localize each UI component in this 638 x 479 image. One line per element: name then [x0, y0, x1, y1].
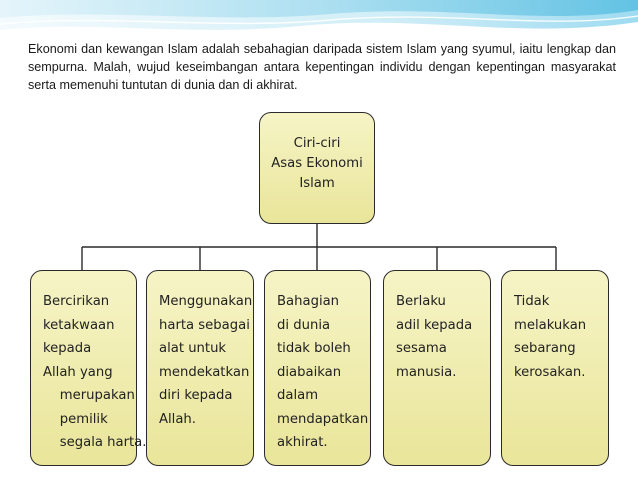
child-node-line: kepada: [43, 341, 92, 356]
root-node-line: Ciri-ciri: [293, 136, 341, 151]
child-node-line: di dunia: [277, 317, 331, 333]
child-node-line: diabaikan: [277, 364, 342, 380]
child-node-line: adil kepada: [396, 317, 473, 333]
child-node-box-4: [383, 270, 491, 466]
child-node-box-1: [30, 270, 147, 466]
child-node-line: sesama: [396, 341, 447, 356]
root-node-line: Islam: [299, 176, 335, 191]
child-node-line: tidak boleh: [277, 341, 351, 356]
child-node-line: Bahagian: [277, 294, 340, 309]
child-node-line: alat untuk: [159, 341, 227, 356]
child-node-box-3: [264, 270, 371, 466]
child-node-line: ketakwaan: [43, 317, 115, 333]
child-node-line: Menggunakan: [159, 294, 253, 309]
child-node-line: Tidak: [514, 294, 550, 309]
child-node-line: harta sebagai: [159, 317, 250, 333]
child-node-line: Allah.: [159, 411, 196, 427]
root-node-box: [259, 112, 375, 224]
child-node-box-2: [146, 270, 254, 466]
child-node-line: Bercirikan: [43, 294, 110, 309]
child-node-line: mendekatkan: [159, 364, 250, 380]
child-node-line: merupakan: [43, 388, 135, 403]
child-node-line: Berlaku: [396, 294, 446, 309]
child-node-line: akhirat.: [277, 435, 328, 450]
child-node-line: sebarang: [514, 341, 576, 356]
child-node-line: pemilik: [43, 411, 108, 427]
child-node-line: Allah yang: [43, 364, 113, 380]
child-node-line: melakukan: [514, 317, 587, 333]
child-node-line: diri kepada: [159, 388, 233, 403]
child-node-line: dalam: [277, 388, 319, 403]
child-node-line: kerosakan.: [514, 364, 586, 380]
child-node-line: manusia.: [396, 364, 457, 380]
child-node-line: segala harta.: [43, 435, 147, 450]
child-node-box-5: [501, 270, 609, 466]
intro-paragraph: Ekonomi dan kewangan Islam adalah sebahagian daripada sistem Islam yang syumul, iaitu lengkap dan sempurna. Malah, wujud keseimbangan antara kepentingan individu dengan kepentingan masyarakat serta memenuhi tuntutan di dunia dan di akhirat.: [28, 42, 616, 92]
child-node-line: mendapatkan: [277, 411, 369, 427]
root-node-line: Asas Ekonomi: [271, 156, 363, 171]
